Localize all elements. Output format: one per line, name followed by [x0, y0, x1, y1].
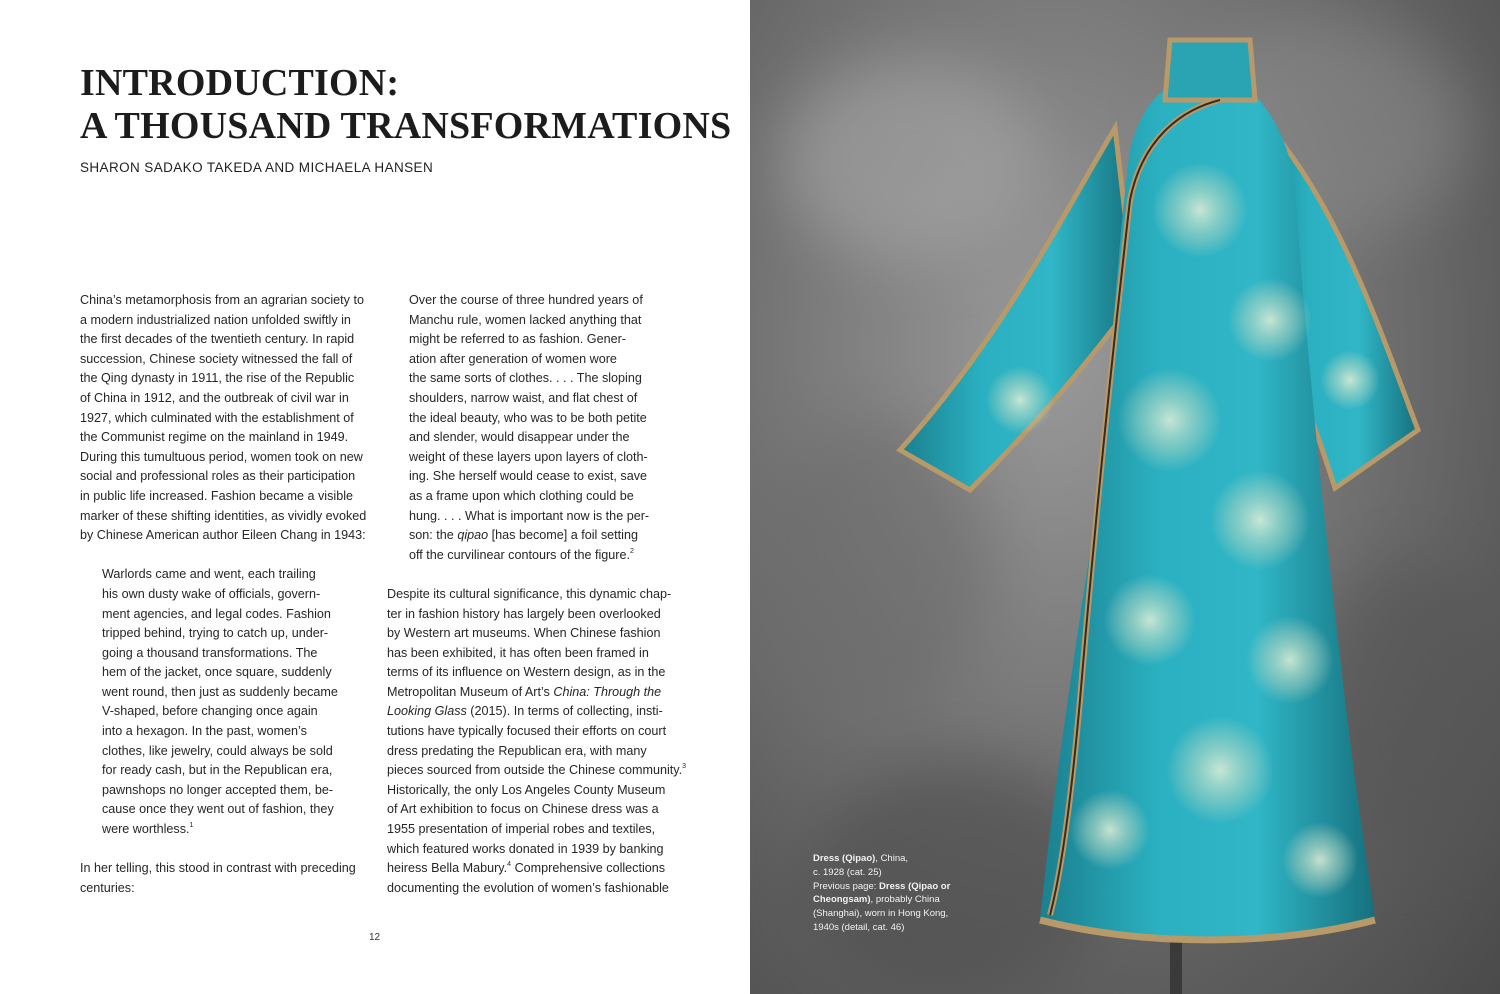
text-line: of China in 1912, and the outbreak of civil war in	[80, 390, 349, 405]
transition-paragraph	[80, 859, 380, 898]
quote-line: the ideal beauty, who was to be both petite	[409, 410, 647, 425]
text-line: Despite its cultural significance, this dynamic chap-	[387, 586, 672, 601]
text-line: of Art exhibition to focus on Chinese dress was a	[387, 802, 659, 817]
body-text: (2015). In terms of collecting, insti-	[466, 704, 663, 719]
caption-line: 1940s (detail, cat. 46)	[813, 921, 905, 933]
text-line: by Chinese American author Eileen Chang in 1943:	[80, 528, 366, 543]
text-line: the Qing dynasty in 1911, the rise of the Republic	[80, 371, 355, 386]
quote-line: Manchu rule, women lacked anything that	[409, 312, 642, 327]
quote-line: clothes, like jewelry, could always be sold	[102, 743, 333, 758]
quote-line: went round, then just as suddenly became	[102, 684, 338, 699]
exhibition-title: Looking Glass	[387, 704, 467, 719]
body-text: Comprehensive collections	[511, 861, 666, 876]
text-line: the Communist regime on the mainland in 1949.	[80, 430, 349, 445]
photo-caption	[813, 852, 973, 935]
body-paragraph	[387, 585, 687, 899]
text-line: documenting the evolution of women’s fashionable	[387, 880, 669, 895]
quote-line: ing. She herself would cease to exist, save	[409, 469, 648, 484]
text-column-2	[387, 291, 687, 898]
quote-line: hem of the jacket, once square, suddenly	[102, 665, 332, 680]
body-text: heiress Bella Mabury.	[387, 861, 508, 876]
right-page-photo	[750, 0, 1500, 994]
caption-object-title: Cheongsam)	[813, 894, 871, 906]
quote-line: ment agencies, and legal codes. Fashion	[102, 606, 331, 621]
quote-line: V-shaped, before changing once again	[102, 704, 318, 719]
quote-line: Over the course of three hundred years of	[409, 293, 643, 307]
quote-line: into a hexagon. In the past, women’s	[102, 724, 307, 739]
title-line-2: A THOUSAND TRANSFORMATIONS	[80, 105, 732, 147]
quote-line: going a thousand transformations. The	[102, 645, 318, 660]
quote-line: pawnshops no longer accepted them, be-	[102, 782, 334, 797]
text-line: succession, Chinese society witnessed the fall of	[80, 351, 353, 366]
text-line	[387, 761, 687, 781]
quote-line: the same sorts of clothes. . . . The sloping	[409, 371, 642, 386]
paragraph-gap	[387, 565, 687, 585]
paragraph-gap	[80, 546, 380, 566]
quote-line: Warlords came and went, each trailing	[102, 567, 316, 582]
text-line: 1927, which culminated with the establishment of	[80, 410, 354, 425]
quote-line: as a frame upon which clothing could be	[409, 488, 634, 503]
block-quote	[387, 291, 687, 565]
text-column-1	[80, 291, 380, 898]
text-line: In her telling, this stood in contrast with preceding	[80, 861, 356, 876]
quote-text: son: the	[409, 528, 458, 543]
caption-line	[813, 880, 973, 894]
text-line: dress predating the Republican era, with many	[387, 743, 647, 758]
quote-text: [has become] a foil setting	[488, 528, 638, 543]
text-line: During this tumultuous period, women took on new	[80, 449, 363, 464]
text-line: 1955 presentation of imperial robes and textiles,	[387, 822, 656, 837]
quote-line: shoulders, narrow waist, and flat chest of	[409, 390, 638, 405]
quote-line: hung. . . . What is important now is the per-	[409, 508, 650, 523]
text-line	[387, 859, 687, 879]
quote-line: for ready cash, but in the Republican era,	[102, 763, 333, 778]
qipao-dress-photo	[750, 0, 1500, 994]
left-sleeve	[900, 128, 1135, 490]
caption-text: , probably China	[870, 894, 940, 906]
text-line: terms of its influence on Western design, as in the	[387, 665, 666, 680]
text-line: centuries:	[80, 880, 135, 895]
caption-object-title: Dress (Qipao or	[879, 880, 951, 892]
text-line: social and professional roles as their participation	[80, 469, 356, 484]
footnote-ref[interactable]: 3	[682, 763, 687, 771]
text-line: which featured works donated in 1939 by banking	[387, 841, 664, 856]
block-quote	[80, 565, 380, 839]
quote-line: weight of these layers upon layers of cloth-	[409, 449, 648, 464]
caption-text: Previous page:	[813, 880, 880, 892]
text-line: the first decades of the twentieth century. In rapid	[80, 332, 355, 347]
caption-line: c. 1928 (cat. 25)	[813, 866, 882, 878]
body-text: pieces sourced from outside the Chinese community.	[387, 763, 683, 778]
quote-line	[102, 820, 380, 840]
text-line: tutions have typically focused their efforts on court	[387, 724, 667, 739]
footnote-ref[interactable]: 1	[189, 821, 194, 829]
quote-line: his own dusty wake of officials, govern-	[102, 586, 321, 601]
quote-text: off the curvilinear contours of the figure.	[409, 547, 630, 562]
mandarin-collar	[1165, 40, 1255, 100]
page-number: 12	[369, 932, 381, 943]
author-byline: SHARON SADAKO TAKEDA AND MICHAELA HANSEN	[80, 160, 434, 175]
intro-paragraph	[80, 291, 380, 546]
quote-line: ation after generation of women wore	[409, 351, 617, 366]
caption-object-title: Dress (Qipao)	[813, 853, 876, 864]
quote-line	[409, 526, 687, 546]
caption-line: (Shanghai), worn in Hong Kong,	[813, 908, 949, 920]
text-line	[387, 702, 687, 722]
text-line: ter in fashion history has largely been overlooked	[387, 606, 661, 621]
footnote-ref[interactable]: 2	[629, 547, 634, 555]
quote-line	[409, 546, 687, 566]
quote-line: might be referred to as fashion. Gener-	[409, 332, 627, 347]
title-line-1: INTRODUCTION:	[80, 62, 400, 104]
text-line: has been exhibited, it has often been framed in	[387, 645, 649, 660]
quote-line: tripped behind, trying to catch up, under-	[102, 626, 329, 641]
quote-line: cause once they went out of fashion, they	[102, 802, 334, 817]
text-line: marker of these shifting identities, as vividly evoked	[80, 508, 367, 523]
text-line: Historically, the only Los Angeles County Museum	[387, 782, 666, 797]
quote-line: and slender, would disappear under the	[409, 430, 630, 445]
caption-text: , China,	[875, 853, 909, 864]
text-line: China’s metamorphosis from an agrarian society to	[80, 293, 364, 307]
caption-line	[813, 852, 973, 866]
text-line: in public life increased. Fashion became a visible	[80, 488, 354, 503]
caption-line	[813, 893, 973, 907]
text-line	[387, 683, 687, 703]
page-title	[80, 62, 731, 148]
exhibition-title: China: Through the	[553, 684, 662, 699]
quote-italic: qipao	[457, 528, 489, 543]
body-text: Metropolitan Museum of Art’s	[387, 684, 554, 699]
footnote-ref[interactable]: 4	[507, 861, 512, 869]
text-line: a modern industrialized nation unfolded swiftly in	[80, 312, 351, 327]
paragraph-gap	[80, 840, 380, 860]
text-line: by Western art museums. When Chinese fashion	[387, 626, 661, 641]
quote-text: were worthless.	[102, 822, 190, 837]
